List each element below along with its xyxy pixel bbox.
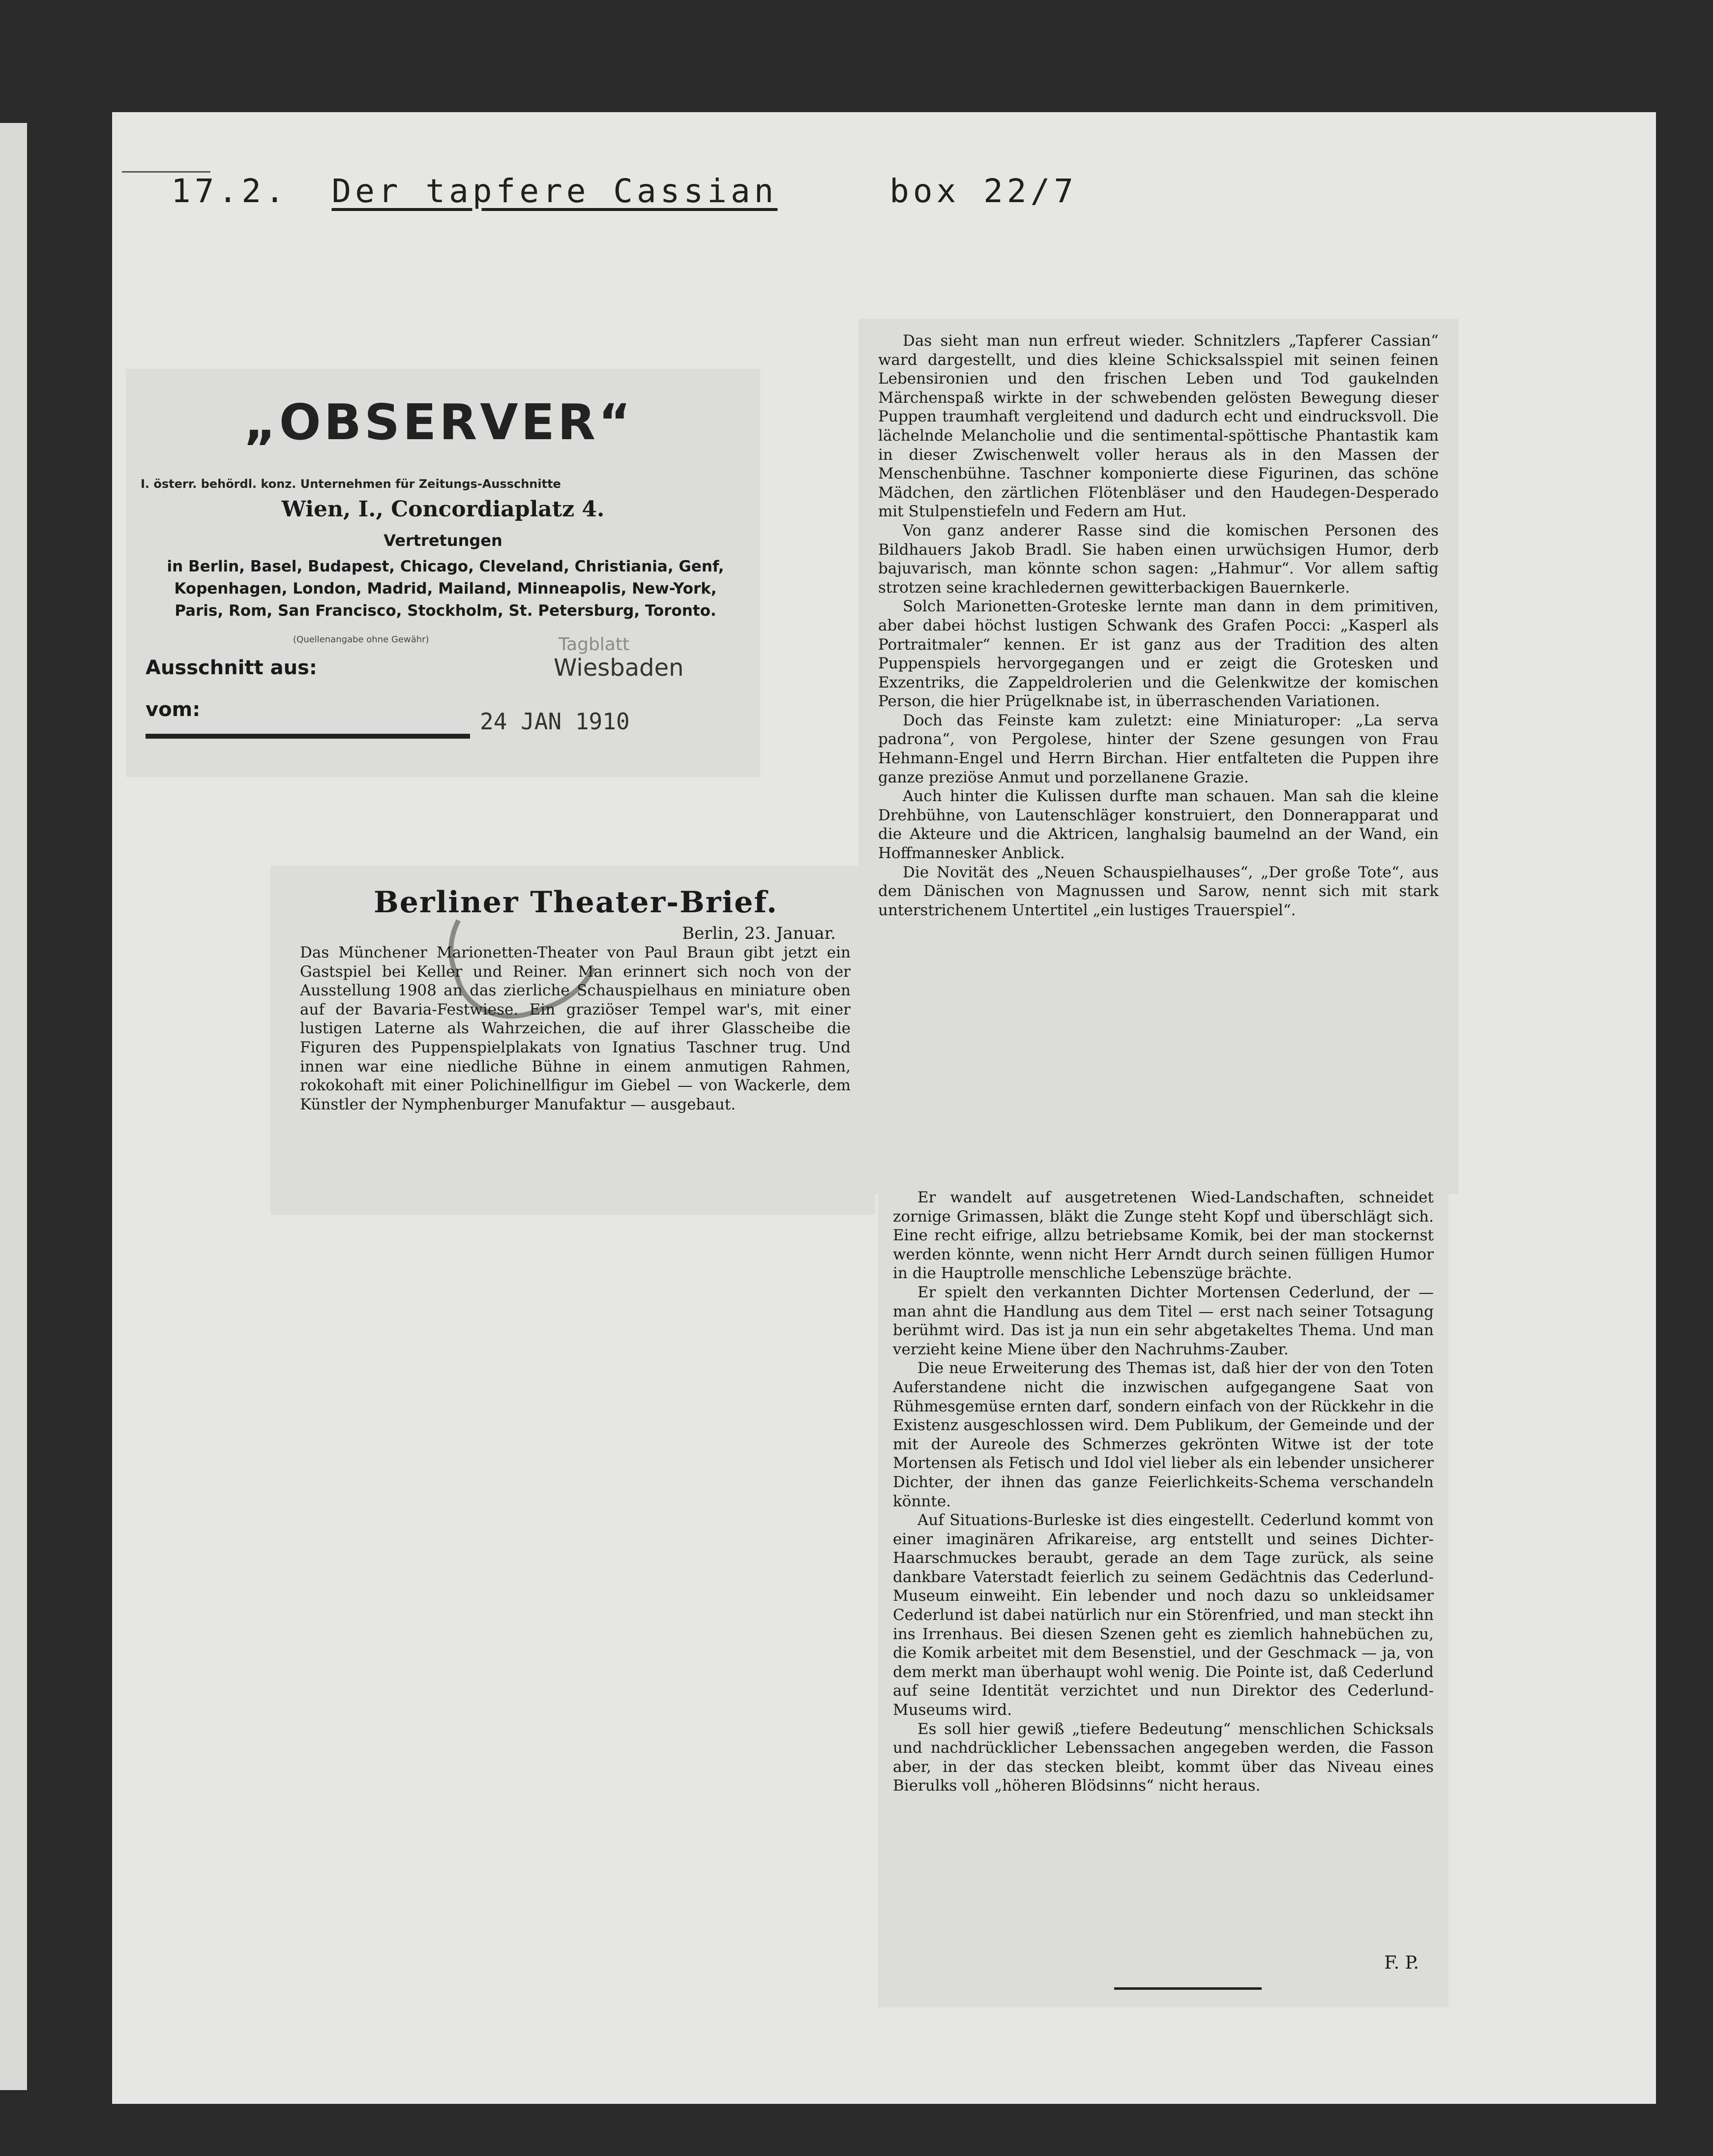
observer-ausschnitt-label: Ausschnitt aus: <box>146 657 317 679</box>
paragraph: Doch das Feinste kam zuletzt: eine Miniaturoper: „La serva padrona“, von Pergolese, hinter der Szene gesungen von Frau Hehmann-Engel und Herrn Birchan. Hier entfalteten die Puppen ihre ganze preziöse Anmut und porzellanene Grazie. <box>878 711 1439 786</box>
paragraph: Er spielt den verkannten Dichter Mortensen Cederlund, der — man ahnt die Handlung aus dem Titel — erst nach seiner Totsagung berühmt wird. Das ist ja nun ein sehr abgetakeltes Thema. Und man verzieht keine Miene über den Nachruhms-Zauber. <box>893 1283 1434 1358</box>
article-continuation <box>878 331 1439 920</box>
paragraph: Von ganz anderer Rasse sind die komischen Personen des Bildhauers Jakob Bradl. Sie haben einen urwüchsigen Humor, derb bajuvarisch, man könnte schon sagen: „Hahmur“. Vor allem saftig strotzen seine krachledernen gewitterbackigen Bauernkerle. <box>878 521 1439 597</box>
article-clipping-left <box>270 866 875 1215</box>
observer-quellenangabe: (Quellenangabe ohne Gewähr) <box>293 634 429 645</box>
author-signature: F. P. <box>1384 1953 1419 1973</box>
paragraph: Solch Marionetten-Groteske lernte man dann in dem primitiven, aber dabei höchst lustigen Schwank des Grafen Pocci: „Kasperl als Portraitmaler“ kennen. Er ist ganz aus der Tradition des alten Puppenspiels hervorgegangen und er zeigt die Grotesken und Exzentriks, die Zappeldrolerien und die Gelenkwitze der komischen Person, die hier Prügelknabe ist, in überraschenden Variationen. <box>878 598 1439 711</box>
article-clipping-right-top <box>858 319 1458 1194</box>
paragraph: Er wandelt auf ausgetretenen Wied-Landschaften, schneidet zornige Grimassen, bläkt die Zunge steht Kopf und überschlägt sich. Eine recht eifrige, allzu betriebsame Komik, bei der man stockernst werden könnte, wenn nicht Herr Arndt durch seinen fülligen Humor in die Hauptrolle menschliche Lebenszüge brächte. <box>893 1189 1434 1283</box>
observer-source-stamp: Tagblatt <box>559 634 630 655</box>
end-rule <box>1114 1987 1262 1990</box>
observer-subtitle: I. österr. behördl. konz. Unternehmen für Zeitungs-Ausschnitte <box>141 477 561 491</box>
paragraph: Auch hinter die Kulissen durfte man schauen. Man sah die kleine Drehbühne, von Lautenschläger konstruiert, den Donnerapparat und die Akteure und die Aktricen, langhalsig baumelnd an der Wand, ein Hoffmannesker Anblick. <box>878 787 1439 863</box>
sheet-header <box>171 172 1077 210</box>
header-number: 17.2. <box>171 172 289 210</box>
header-box: box 22/7 <box>889 172 1078 210</box>
observer-title: „OBSERVER“ <box>244 393 634 451</box>
observer-vertretungen-label: Vertretungen <box>384 531 502 550</box>
observer-address: Wien, I., Concordiaplatz 4. <box>281 497 605 522</box>
article-dateline: Berlin, 23. Januar. <box>682 924 836 943</box>
paragraph: Das sieht man nun erfreut wieder. Schnitzlers „Tapferer Cassian“ ward dargestellt, und dies kleine Schicksalsspiel mit seinen feinen Lebensironien und den frischen Leben und Tod gaukelnden Märchenspaß wirkte in der schwebenden gelösten Bewegung dieser Puppen traumhaft vergleitend und dadurch echt und eindrucksvoll. Die lächelnde Melancholie und die sentimental-spöttische Phantastik kam in dieser Zwischenwelt voller heraus als in den Massen der Menschenbühne. Taschner komponierte diese Figurinen, das schöne Mädchen, den zärtlichen Flötenbläser und den Haudegen-Desperado mit Stulpenstiefeln und Federn am Hut. <box>878 332 1439 521</box>
adjacent-page-edge <box>0 123 27 2090</box>
observer-strike-line <box>146 734 470 739</box>
article-clipping-right-bottom <box>878 1176 1448 2007</box>
observer-ausschnitt-value: Wiesbaden <box>554 654 684 682</box>
observer-vom-label: vom: <box>146 698 201 721</box>
observer-cities: in Berlin, Basel, Budapest, Chicago, Cleveland, Christiania, Genf, Kopenhagen, London, Madrid, Mailand, Minneapolis, New-York, Paris, Rom, San Francisco, Stockholm, St. Petersburg, Toronto. <box>167 558 724 620</box>
article-continuation-2 <box>893 1188 1434 1796</box>
paragraph: Die Novität des „Neuen Schauspielhauses“, „Der große Tote“, aus dem Dänischen von Magnussen und Sarow, nennt sich mit stark unterstrichenem Untertitel „ein lustiges Trauerspiel“. <box>878 863 1439 919</box>
paragraph: Auf Situations-Burleske ist dies eingestellt. Cederlund kommt von einer imaginären Afrikareise, arg entstellt und seines Dichter-Haarschmuckes beraubt, gerade an dem Tage zurück, als seine dankbare Vaterstadt feierlich zu seinem Gedächtnis das Cederlund-Museum einweiht. Ein lebender und noch dazu so unkleidsamer Cederlund ist dabei natürlich nur ein Störenfried, und man steckt ihn ins Irrenhaus. Bei diesen Szenen geht es ziemlich hahnebüchen zu, die Komik arbeitet mit dem Besenstiel, und der Geschmack — ja, von dem merkt man überhaupt wohl wenig. Die Pointe ist, daß Cederlund auf seine Identität verzichtet und nun Direktor des Cederlund-Museums wird. <box>893 1511 1434 1719</box>
observer-vom-value: 24 JAN 1910 <box>480 708 630 735</box>
observer-clipping-slip <box>126 369 760 777</box>
paragraph: Die neue Erweiterung des Themas ist, daß hier der von den Toten Auferstandene nicht die inzwischen aufgegangene Saat von Rühmesgemüse ernten darf, sondern einfach von der Rückkehr in die Existenz ausgeschlossen wird. Dem Publikum, der Gemeinde und der mit der Aureole des Schmerzes gekrönten Witwe ist der tote Mortensen als Fetisch und Idol viel lieber als ein lebender unsicherer Dichter, der ihnen das ganze Feierlichkeits-Schema verschandeln könnte. <box>893 1359 1434 1510</box>
paragraph: Es soll hier gewiß „tiefere Bedeutung“ menschlichen Schicksals und nachdrücklicher Lebenssachen angegeben werden, die Fasson aber, in der das stecken bleibt, kommt über das Niveau eines Bierulks voll „höheren Blödsinns“ nicht heraus. <box>893 1720 1434 1795</box>
article-title: Berliner Theater-Brief. <box>374 885 778 920</box>
article-body: Das Münchener Marionetten-Theater von Paul Braun gibt jetzt ein Gastspiel bei Keller und Reiner. Man erinnert sich noch von der Ausstellung 1908 an das zierliche Schauspielhaus en miniature oben auf der Bavaria-Festwiese. Ein graziöser Tempel war's, mit einer lustigen Laterne als Wahrzeichen, die auf ihrer Glasscheibe die Figuren des Puppenspielplakats von Ignatius Taschner trug. Und innen war eine niedliche Bühne in einem anmutigen Rahmen, rokokohaft mit einer Polichinellfigur im Giebel — von Wackerle, dem Künstler der Nymphenburger Manufaktur — ausgebaut. <box>300 944 851 1113</box>
header-title: Der tapfere Cassian <box>331 172 778 210</box>
